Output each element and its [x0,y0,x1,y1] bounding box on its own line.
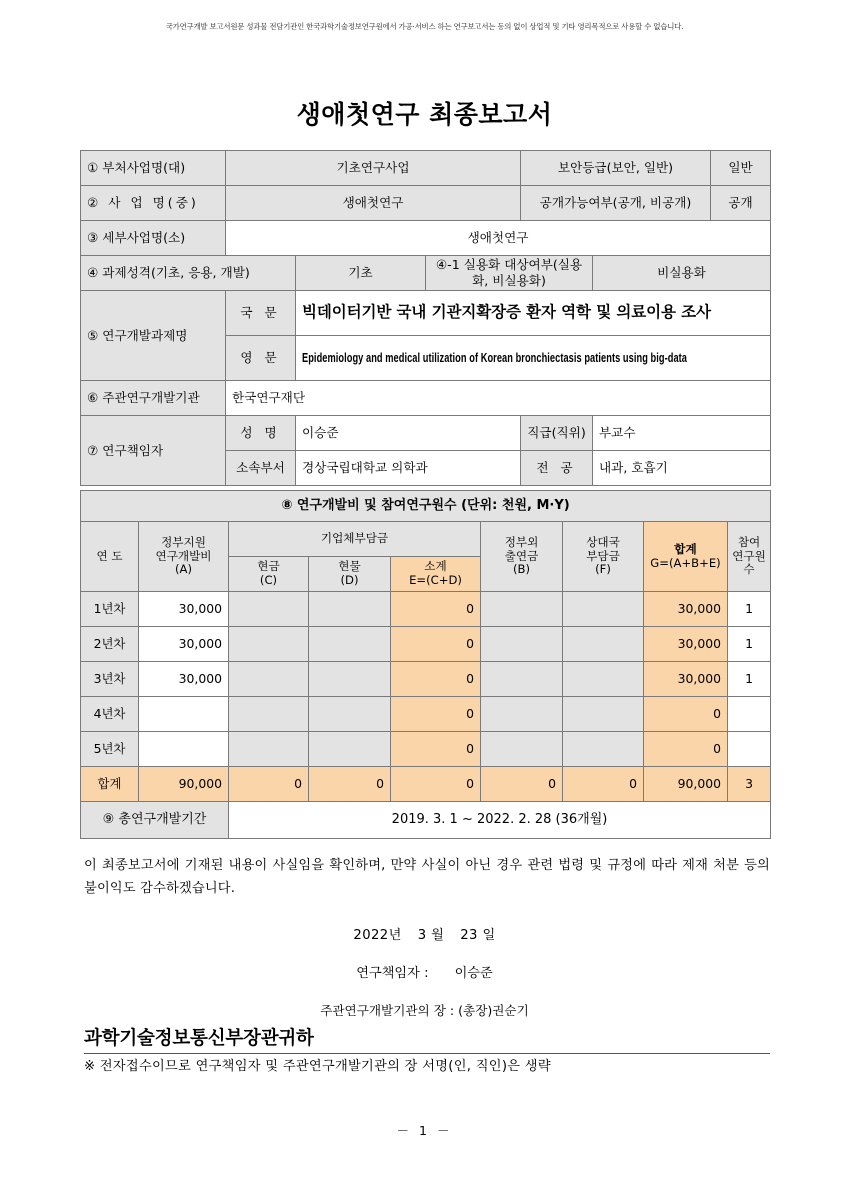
budget-cell-gov [139,732,229,767]
budget-cell-inkind [309,627,391,662]
info-label-title-korean: 국 문 [226,291,296,336]
table-row [81,151,771,186]
subtotal-line1: 소계 [424,559,447,574]
table-row [81,627,771,662]
budget-cell-total: 0 [644,697,728,732]
nongov-line1: 정부외 [504,534,539,549]
researchers-line1: 참여 [737,534,761,549]
nongov-line2: 출연금 [504,548,539,563]
budget-cell-nongov [481,662,563,697]
budget-header-row-1 [81,522,771,557]
budget-col-company-group: 기업체부담금 [229,522,481,557]
budget-row-year: 합계 [81,767,139,802]
budget-cell-researchers: 1 [728,592,771,627]
pi-signature-name: 이승준 [454,966,493,981]
budget-cell-partner [563,697,644,732]
budget-cell-subtotal: 0 [391,767,481,802]
budget-cell-partner [563,732,644,767]
info-value-program-name: 생애첫연구 [226,186,521,221]
budget-row-year: 4년차 [81,697,139,732]
budget-cell-cash: 0 [229,767,309,802]
signature-date [0,924,849,943]
budget-section-title: ⑧ 연구개발비 및 참여연구원수 (단위: 천원, M·Y) [81,491,771,522]
info-value-disclosure: 공개 [711,186,771,221]
budget-cell-subtotal: 0 [391,592,481,627]
budget-cell-nongov [481,697,563,732]
inkind-line1: 현물 [338,559,361,574]
budget-cell-gov [139,697,229,732]
budget-cell-cash [229,627,309,662]
budget-col-researchers [728,522,771,592]
budget-row-year: 5년차 [81,732,139,767]
budget-col-partner [563,522,644,592]
partner-line1: 상대국 [586,534,620,549]
period-value: 2019. 3. 1 ~ 2022. 2. 28 (36개월) [229,802,771,839]
info-label-ministry-program: ① 부처사업명(대) [81,151,226,186]
budget-cell-nongov [481,627,563,662]
project-title-korean-text: 빅데이터기반 국내 기관지확장증 환자 역학 및 의료이용 조사 [302,303,711,322]
partner-line3: (F) [595,562,611,577]
budget-cell-researchers [728,732,771,767]
budget-cell-subtotal: 0 [391,662,481,697]
budget-cell-researchers [728,697,771,732]
signature-year: 2022년 [353,928,402,943]
signature-day: 23 일 [460,928,496,943]
signature-organization-head: 주관연구개발기관의 장 : (총장)권순기 [320,1003,529,1018]
budget-cell-cash [229,732,309,767]
info-label-pi-major: 전 공 [521,451,593,486]
table-row-period [81,802,771,839]
budget-cell-inkind [309,662,391,697]
pi-signature-label: 연구책임자 : [356,966,429,981]
budget-cell-cash [229,592,309,627]
budget-cell-researchers: 1 [728,662,771,697]
info-value-pi-department: 경상국립대학교 의학과 [296,451,521,486]
budget-cell-inkind [309,697,391,732]
budget-cell-gov: 30,000 [139,627,229,662]
budget-table [80,490,771,839]
budget-col-total [644,522,728,592]
minister-addressee-block [84,1024,770,1054]
budget-cell-nongov [481,732,563,767]
cash-line2: (C) [259,573,278,587]
budget-row-year: 1년차 [81,592,139,627]
total-line1: 합계 [674,541,697,556]
info-label-program-name: ② 사 업 명(중) [81,186,226,221]
info-label-principal-investigator: ⑦ 연구책임자 [81,416,226,486]
confirmation-statement: 이 최종보고서에 기재된 내용이 사실임을 확인하며, 만약 사실이 아닌 경우 관련 법령 및 규정에 따라 제재 처분 등의 불이익도 감수하겠습니다. [84,858,770,897]
budget-cell-researchers: 1 [728,627,771,662]
signature-month: 3 월 [417,928,445,943]
period-label: ⑨ 총연구개발기간 [81,802,229,839]
gov-support-line2: 연구개발비 [155,548,212,563]
budget-cell-total: 30,000 [644,627,728,662]
budget-cell-cash [229,697,309,732]
info-value-commercialization: 비실용화 [593,256,771,291]
budget-section-title-row [81,491,771,522]
budget-col-gov-support [139,522,229,592]
budget-cell-inkind [309,732,391,767]
budget-cell-gov: 90,000 [139,767,229,802]
table-row [81,416,771,451]
budget-cell-nongov: 0 [481,767,563,802]
budget-cell-total: 0 [644,732,728,767]
info-value-ministry-program: 기초연구사업 [226,151,521,186]
nongov-line3: (B) [512,562,530,577]
table-row [81,697,771,732]
info-label-task-type: ④ 과제성격(기초, 응용, 개발) [81,256,296,291]
budget-col-year: 연 도 [81,522,139,592]
budget-cell-subtotal: 0 [391,697,481,732]
table-row-total [81,767,771,802]
table-row [81,256,771,291]
info-label-security-grade: 보안등급(보안, 일반) [521,151,711,186]
partner-line2: 부담금 [586,548,620,563]
info-label-disclosure: 공개가능여부(공개, 비공개) [521,186,711,221]
info-label-project-title: ⑤ 연구개발과제명 [81,291,226,381]
budget-cell-subtotal: 0 [391,627,481,662]
gov-support-line3: (A) [175,562,192,577]
info-label-host-institution: ⑥ 주관연구개발기관 [81,381,226,416]
info-label-pi-department: 소속부서 [226,451,296,486]
page-title: 생애첫연구 최종보고서 [296,100,553,129]
budget-cell-nongov [481,592,563,627]
budget-col-cash [229,557,309,592]
budget-col-inkind [309,557,391,592]
budget-cell-gov: 30,000 [139,662,229,697]
info-label-pi-rank: 직급(직위) [521,416,593,451]
budget-cell-total: 90,000 [644,767,728,802]
info-label-subprogram: ③ 세부사업명(소) [81,221,226,256]
legal-notice-header: 국가연구개발 보고서원문 성과물 전담기관인 한국과학기술정보연구원에서 가공·서비스 하는 연구보고서는 동의 없이 상업적 및 기타 영리목적으로 사용할 수 없습니다. [165,22,684,31]
info-value-task-type: 기초 [296,256,426,291]
project-title-english-text: Epidemiology and medical utilization of Korean bronchiectasis patients using big-data [302,349,687,365]
inkind-line2: (D) [340,573,359,587]
budget-cell-inkind: 0 [309,767,391,802]
budget-col-subtotal [391,557,481,592]
table-row [81,662,771,697]
gov-support-line1: 정부지원 [161,534,206,549]
budget-cell-total: 30,000 [644,662,728,697]
budget-cell-inkind [309,592,391,627]
info-value-subprogram: 생애첫연구 [226,221,771,256]
cash-line1: 현금 [257,559,280,574]
budget-row-year: 2년차 [81,627,139,662]
budget-cell-partner [563,592,644,627]
info-value-title-english [296,336,771,381]
info-value-pi-name: 이승준 [296,416,521,451]
subtotal-line2: E=(C+D) [409,573,462,587]
info-value-title-korean [296,291,771,336]
electronic-submission-note: ※ 전자접수이므로 연구책임자 및 주관연구개발기관의 장 서명(인, 직인)은 생략 [84,1059,551,1074]
info-value-pi-rank: 부교수 [593,416,771,451]
info-label-title-english: 영 문 [226,336,296,381]
info-value-security-grade: 일반 [711,151,771,186]
report-info-table [80,150,771,486]
table-row [81,221,771,256]
table-row [81,381,771,416]
budget-cell-cash [229,662,309,697]
info-value-host-institution: 한국연구재단 [226,381,771,416]
info-label-pi-name: 성 명 [226,416,296,451]
researchers-line2: 연구원수 [732,548,766,577]
budget-cell-partner: 0 [563,767,644,802]
signature-principal-investigator [0,962,849,981]
budget-col-nongov [481,522,563,592]
budget-cell-total: 30,000 [644,592,728,627]
page-number: － 1 － [396,1123,453,1138]
budget-cell-partner [563,627,644,662]
budget-cell-researchers: 3 [728,767,771,802]
budget-cell-gov: 30,000 [139,592,229,627]
table-row [81,732,771,767]
budget-row-year: 3년차 [81,662,139,697]
table-row [81,592,771,627]
info-label-commercialization: ④-1 실용화 대상여부(실용화, 비실용화) [426,256,593,291]
total-line2: G=(A+B+E) [650,555,721,570]
minister-suffix: 귀하 [278,1028,314,1049]
budget-cell-subtotal: 0 [391,732,481,767]
minister-title: 과학기술정보통신부장관 [84,1028,279,1049]
table-row [81,291,771,336]
table-row [81,186,771,221]
budget-cell-partner [563,662,644,697]
info-value-pi-major: 내과, 호흡기 [593,451,771,486]
